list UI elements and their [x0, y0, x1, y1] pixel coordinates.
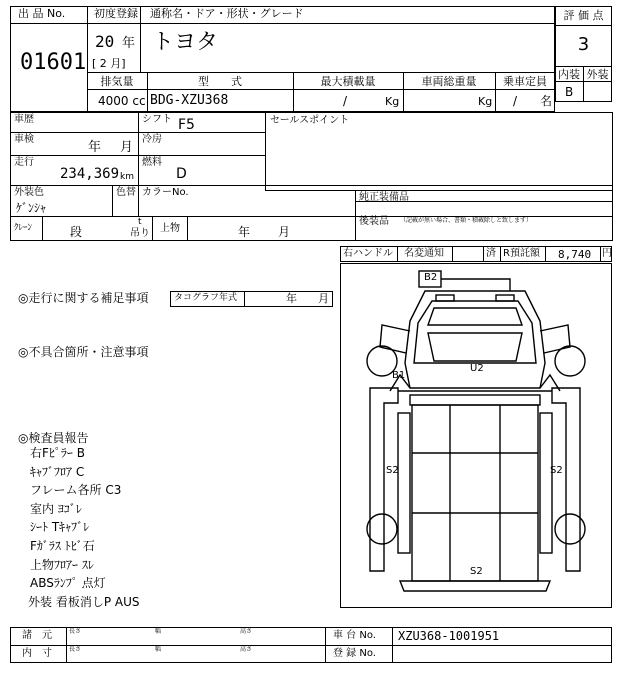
recycle-unit: 円: [602, 248, 612, 259]
aftermarket-note: （記載が無い場合、書類・積載除しと致します）: [400, 217, 533, 224]
tacho-month: 月: [318, 292, 329, 305]
right-hand-drive: 右ハンドル: [343, 248, 393, 259]
inspector-item: 右Fﾋﾟﾗｰ B: [30, 446, 85, 460]
body-month: 月: [278, 225, 291, 239]
body-year: 年: [238, 225, 251, 239]
inspector-item: ｼｰﾄ Tｷｬﾌﾞﾚ: [30, 520, 90, 535]
mark-s2-left: S2: [386, 465, 399, 476]
mileage-unit: km: [120, 172, 134, 182]
tacho-label: タコグラフ年式: [174, 293, 238, 303]
inspector-item: 外装 看板消しP AUS: [28, 594, 140, 609]
defects-label: ◎不具合箇所・注意事項: [18, 345, 149, 359]
dims-height-label: 高さ: [240, 628, 253, 635]
crane-lift: 吊り: [130, 228, 150, 239]
aircon-label: 冷房: [142, 134, 162, 145]
crane-stage: 段: [70, 225, 83, 239]
displacement-label: 排気量: [100, 75, 134, 88]
capacity-label: 乗車定員: [503, 75, 547, 88]
gross-weight-label: 車両総重量: [421, 75, 477, 88]
inspector-item: ABSﾗﾝﾌﾟ 点灯: [30, 576, 106, 591]
chassis-number: XZU368-1001951: [398, 629, 500, 643]
color-value: ｹﾞﾝｼｬ: [16, 201, 47, 215]
inspector-item: フレーム各所 C3: [30, 483, 122, 498]
aftermarket-label: 後装品: [359, 216, 389, 227]
grade-label: 評 価 点: [563, 9, 604, 22]
lot-number: 01601: [20, 50, 87, 75]
chassis-label: 車 台 No.: [333, 630, 376, 641]
dims-length-label: 長さ: [69, 628, 82, 635]
history-label: 車歴: [14, 114, 34, 125]
capacity-slash: /: [513, 94, 518, 108]
color-label: 外装色: [14, 187, 44, 198]
lot-label: 出 品 No.: [18, 7, 66, 20]
interior-label: 内装: [558, 68, 580, 81]
inspection-year: 年: [88, 140, 102, 155]
crane-label: ｸﾚｰﾝ: [14, 223, 33, 233]
inner-height-label: 高さ: [240, 646, 253, 653]
recycle-fee-label: R預託額: [503, 248, 540, 259]
model-label: 型 式: [198, 75, 242, 88]
first-reg-year: 20: [95, 32, 115, 51]
fuel-label: 燃料: [142, 157, 162, 168]
fuel-value: D: [176, 166, 187, 182]
supplement-label: ◎走行に関する補足事項: [18, 291, 149, 305]
displacement-value: 4000 cc: [98, 94, 146, 108]
color-change-label: 色替: [116, 187, 136, 198]
gross-weight-unit: Kg: [478, 95, 493, 108]
dims-width-label: 幅: [155, 628, 162, 635]
interior-grade: B: [565, 85, 574, 99]
std-equipment-label: 純正装備品: [359, 192, 409, 203]
inspector-item: 室内 ﾖｺﾞﾚ: [30, 501, 82, 516]
mark-b1: B1: [392, 370, 406, 381]
recycle-done: 済: [486, 248, 496, 259]
inspector-item: 上物ﾌﾛｱｰ ｽﾚ: [30, 557, 94, 572]
registration-label: 登 録 No.: [333, 648, 376, 659]
color-code-label: カラーNo.: [142, 187, 189, 198]
max-load-unit: Kg: [385, 95, 400, 108]
body-label: 上物: [160, 223, 180, 234]
exterior-label: 外装: [586, 68, 609, 81]
dims-label: 諸 元: [22, 630, 52, 641]
inner-dims-label: 内 寸: [22, 648, 52, 659]
tacho-year: 年: [286, 292, 297, 305]
mileage-label: 走行: [14, 157, 34, 168]
inspector-label: ◎検査員報告: [18, 431, 89, 445]
overall-grade: 3: [577, 34, 590, 55]
mark-b2: B2: [424, 272, 438, 283]
max-load-label: 最大積載量: [320, 75, 376, 88]
inspector-item: Fｶﾞﾗｽ ﾄﾋﾞ石: [30, 539, 95, 553]
mark-u2: U2: [470, 363, 484, 374]
vehicle-diagram: [340, 263, 612, 608]
first-reg-label: 初度登録: [94, 7, 138, 20]
recycle-fee: 8,740: [558, 248, 592, 261]
max-load-slash: /: [343, 94, 348, 108]
mileage-value: 234,369: [60, 166, 120, 182]
inspection-label: 車検: [14, 134, 34, 145]
sales-point-label: セールスポイント: [270, 115, 350, 126]
shift-value: F5: [178, 117, 195, 133]
first-reg-month: [ 2 月]: [92, 57, 126, 70]
mark-s2-right: S2: [550, 465, 563, 476]
capacity-unit: 名: [540, 94, 553, 108]
mark-s2-rear: S2: [470, 566, 483, 577]
car-name: トヨタ: [152, 30, 219, 55]
car-name-label: 通称名・ドア・形状・グレード: [150, 7, 304, 20]
first-reg-year-unit: 年: [122, 36, 136, 51]
inner-width-label: 幅: [155, 646, 162, 653]
inspection-month: 月: [120, 140, 134, 155]
model-value: BDG-XZU368: [150, 93, 229, 108]
shift-label: シフト: [142, 114, 172, 125]
inspector-item: ｷｬﾌﾞﾌﾛｱ C: [30, 464, 85, 479]
inner-length-label: 長さ: [69, 646, 82, 653]
name-change-label: 名変通知: [404, 248, 444, 259]
crane-ton: t: [138, 217, 142, 227]
